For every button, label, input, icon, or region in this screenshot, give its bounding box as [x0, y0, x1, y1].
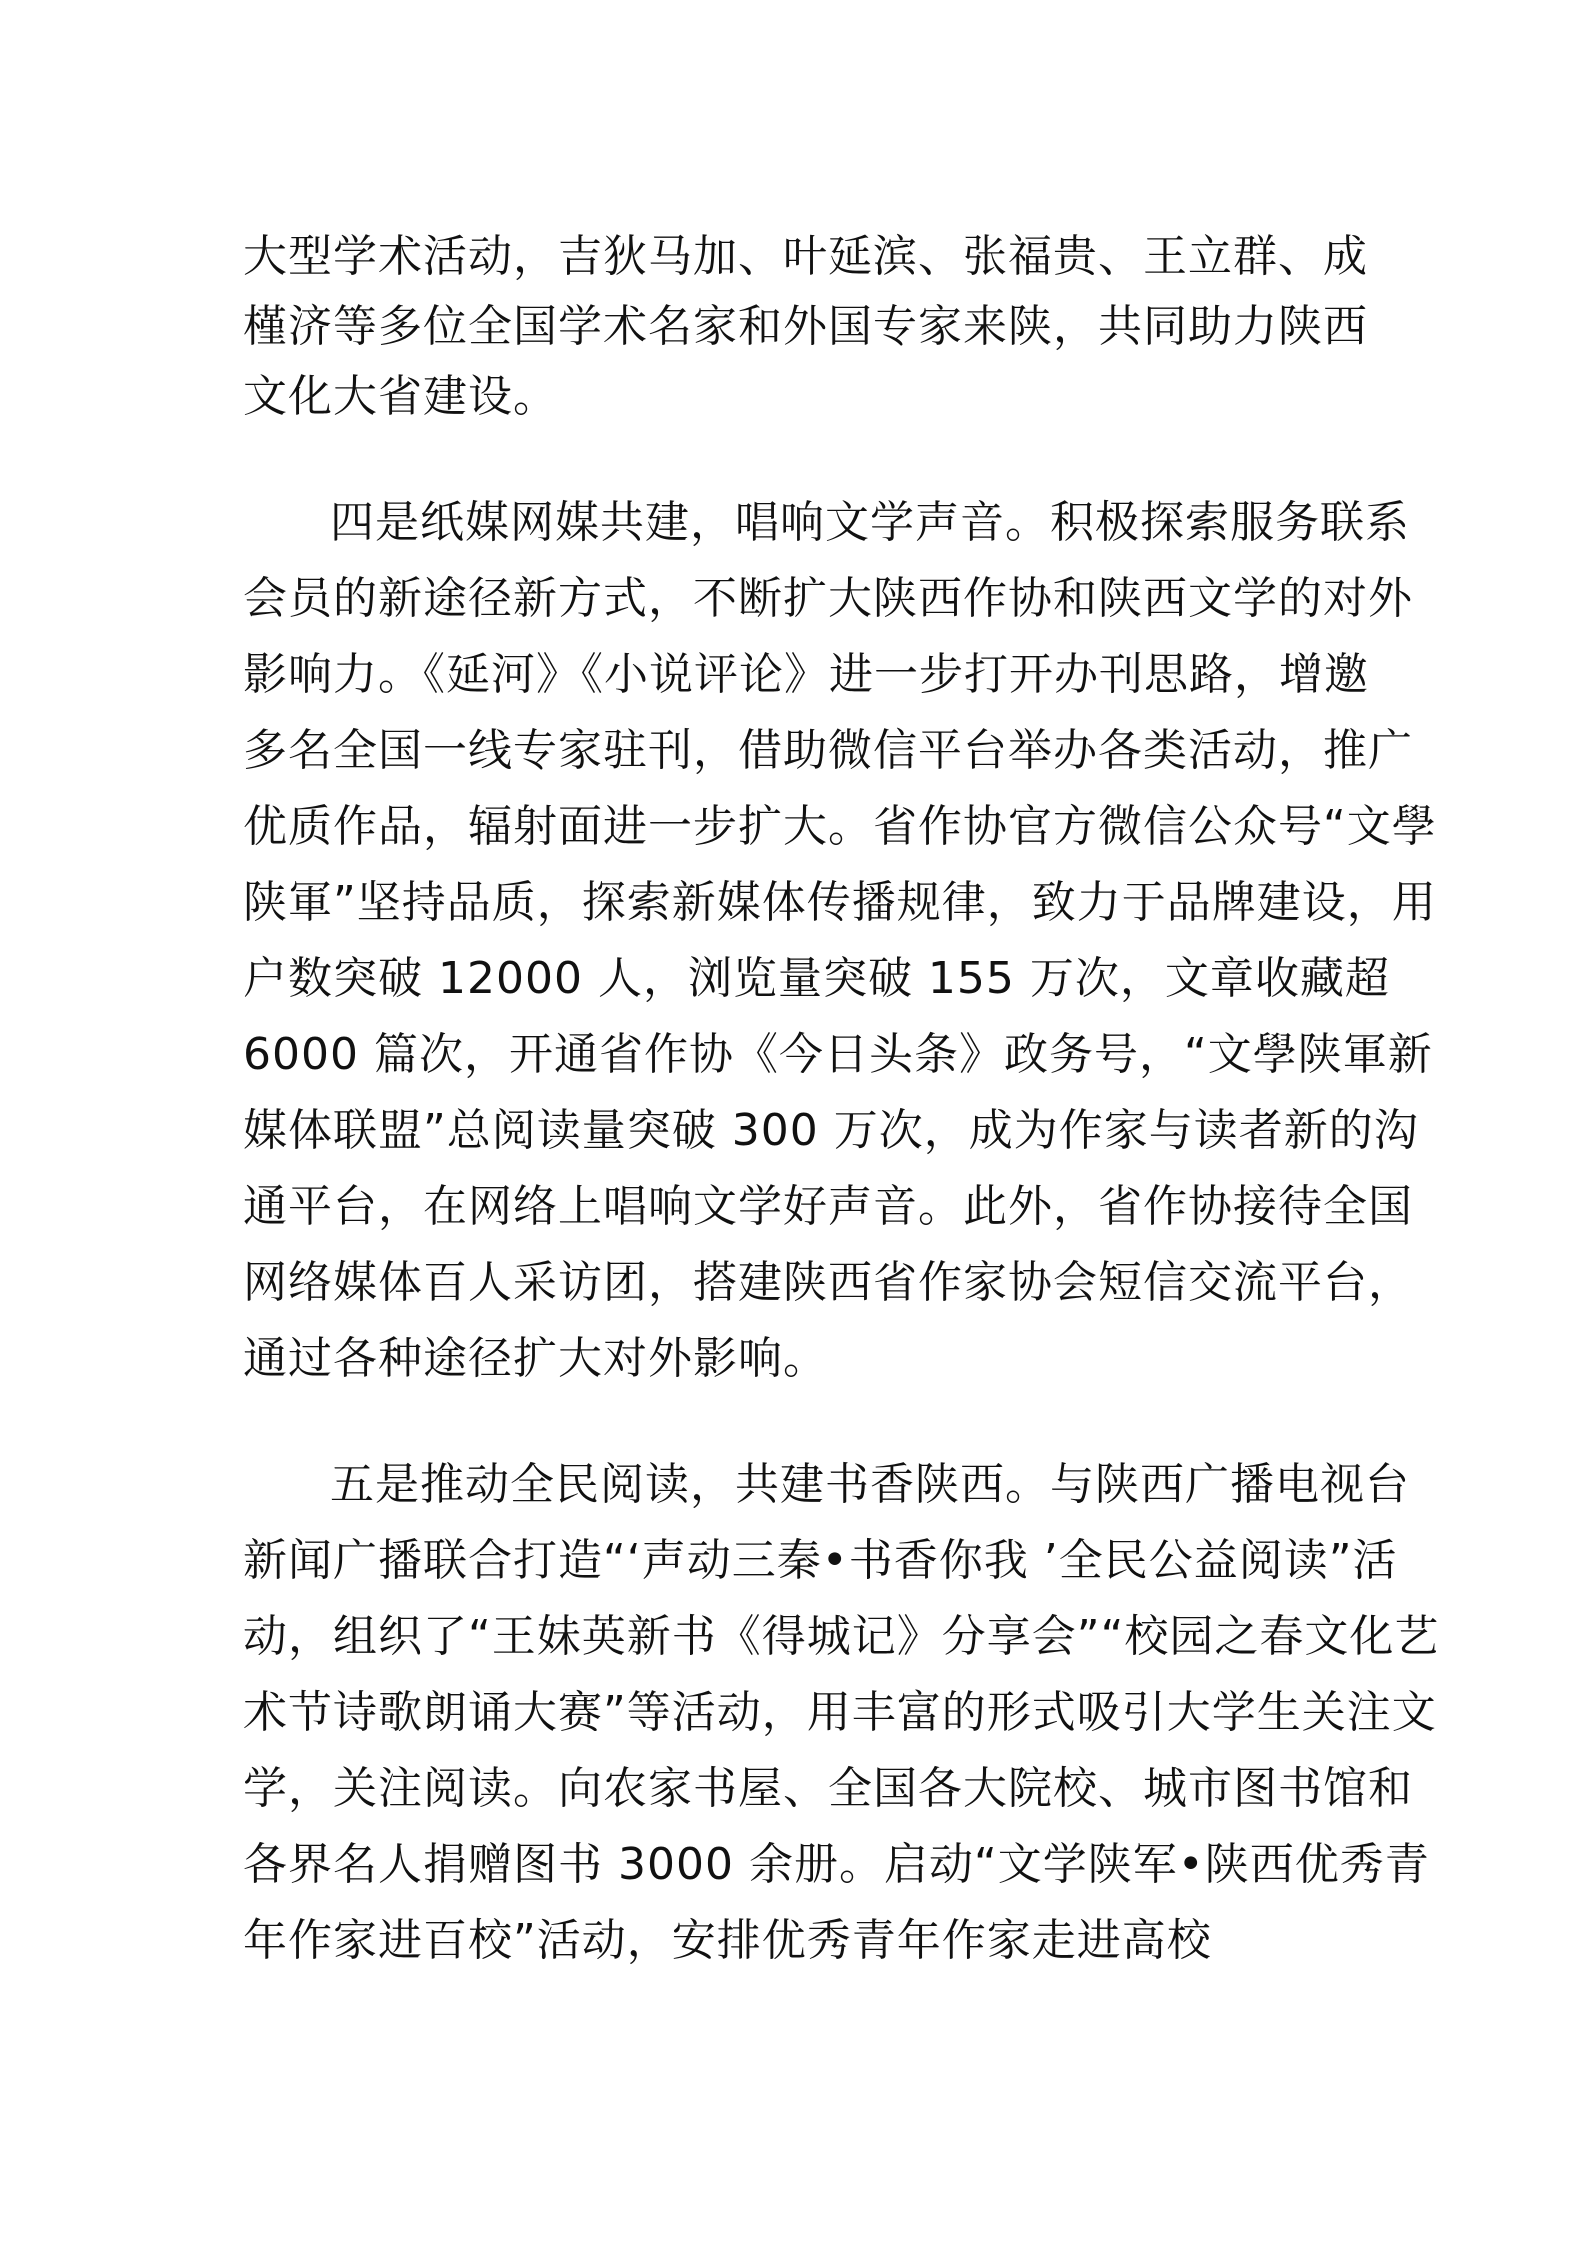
paragraph-line: 优质作品，辐射面进一步扩大。省作协官方微信公众号“文學 [243, 801, 1437, 852]
paragraph-line: 通过各种途径扩大对外影响。 [243, 1333, 828, 1384]
paragraph-line: 新闻广播联合打造“‘声动三秦•书香你我 ’全民公益阅读”活 [243, 1535, 1398, 1586]
paragraph-line: 文化大省建设。 [243, 371, 558, 422]
paragraph-line: 6000 篇次，开通省作协《今日头条》政务号，“文學陕軍新 [243, 1029, 1433, 1080]
paragraph-line: 通平台，在网络上唱响文学好声音。此外，省作协接待全国 [243, 1181, 1413, 1232]
paragraph-line: 网络媒体百人采访团，搭建陕西省作家协会短信交流平台， [243, 1257, 1413, 1308]
paragraph-line: 大型学术活动，吉狄马加、叶延滨、张福贵、王立群、成 [243, 231, 1368, 282]
paragraph-line: 四是纸媒网媒共建，唱响文学声音。积极探索服务联系 [330, 497, 1410, 548]
paragraph-line: 五是推动全民阅读，共建书香陕西。与陕西广播电视台 [330, 1459, 1410, 1510]
paragraph-line: 会员的新途径新方式，不断扩大陕西作协和陕西文学的对外 [243, 573, 1413, 624]
paragraph-line: 媒体联盟”总阅读量突破 300 万次，成为作家与读者新的沟 [243, 1105, 1419, 1156]
paragraph-line: 陕軍”坚持品质，探索新媒体传播规律，致力于品牌建设，用 [243, 877, 1437, 928]
paragraph-line: 各界名人捐赠图书 3000 余册。启动“文学陕军•陕西优秀青 [243, 1839, 1430, 1890]
paragraph-line: 年作家进百校”活动，安排优秀青年作家走进高校 [243, 1915, 1212, 1966]
paragraph-line: 学，关注阅读。向农家书屋、全国各大院校、城市图书馆和 [243, 1763, 1413, 1814]
paragraph-line: 术节诗歌朗诵大赛”等活动，用丰富的形式吸引大学生关注文 [243, 1687, 1437, 1738]
paragraph-line: 动，组织了“王妹英新书《得城记》分享会”“校园之春文化艺 [243, 1611, 1440, 1662]
paragraph-line: 槿济等多位全国学术名家和外国专家来陕，共同助力陕西 [243, 301, 1368, 352]
paragraph-line: 户数突破 12000 人，浏览量突破 155 万次，文章收藏超 [243, 953, 1390, 1004]
paragraph-line: 多名全国一线专家驻刊，借助微信平台举办各类活动，推广 [243, 725, 1413, 776]
paragraph-line: 影响力。《延河》《小说评论》进一步打开办刊思路，增邀 [243, 649, 1369, 700]
